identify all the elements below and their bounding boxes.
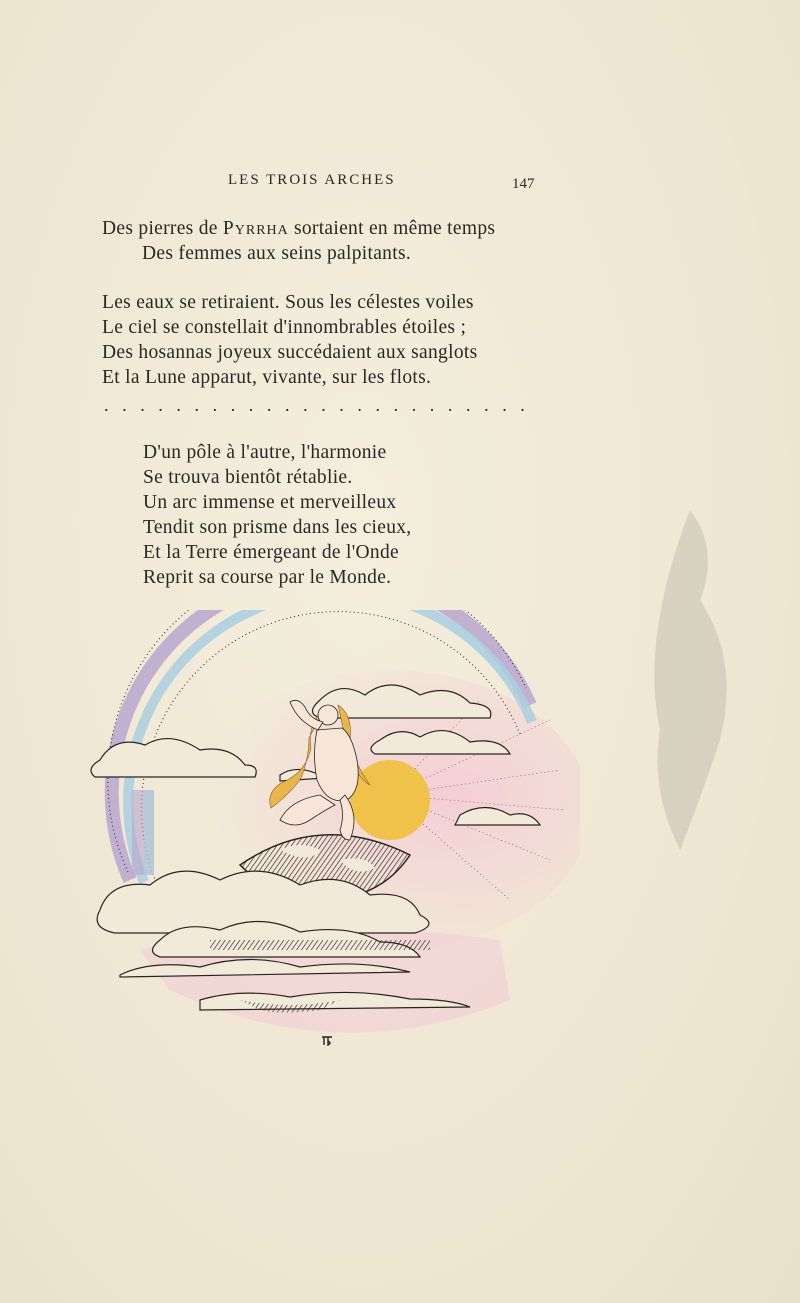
illustrator-monogram [320, 1035, 334, 1047]
show-through-shadow [610, 500, 770, 860]
stanza-2-line-2: Le ciel se constellait d'innombrables étoiles ; [102, 317, 467, 338]
stanza-2-line-1: Les eaux se retiraient. Sous les célestes voiles [102, 292, 474, 313]
stanza-1 [102, 216, 495, 266]
stanza-3-line-3: Un arc immense et merveilleux [143, 492, 397, 513]
stanza-1-line-2: Des femmes aux seins palpitants. [142, 243, 412, 264]
running-title: LES TROIS ARCHES [228, 172, 396, 188]
stanza-2 [102, 290, 477, 390]
stanza-3-line-2: Se trouva bientôt rétablie. [143, 467, 353, 488]
stanza-1-line-1-end: sortaient en même temps [288, 218, 496, 239]
stanza-1-line-1 [102, 216, 495, 241]
stanza-3 [143, 440, 411, 590]
ellipsis-divider: ........................ [104, 395, 539, 415]
stanza-2-line-3: Des hosannas joyeux succédaient aux sanglots [102, 342, 478, 363]
rainbow-illustration [80, 610, 580, 1060]
stanza-3-line-1: D'un pôle à l'autre, l'harmonie [143, 442, 387, 463]
page-header [100, 170, 540, 200]
stanza-1-line-1-start: Des pierres de [102, 218, 223, 239]
page-number: 147 [512, 176, 535, 192]
name-pyrrha: Pyrrha [222, 218, 289, 239]
stanza-3-line-6: Reprit sa course par le Monde. [143, 567, 392, 588]
stanza-2-line-4: Et la Lune apparut, vivante, sur les flots. [102, 367, 432, 388]
stanza-3-line-4: Tendit son prisme dans les cieux, [143, 517, 412, 538]
stanza-3-line-5: Et la Terre émergeant de l'Onde [143, 542, 399, 563]
